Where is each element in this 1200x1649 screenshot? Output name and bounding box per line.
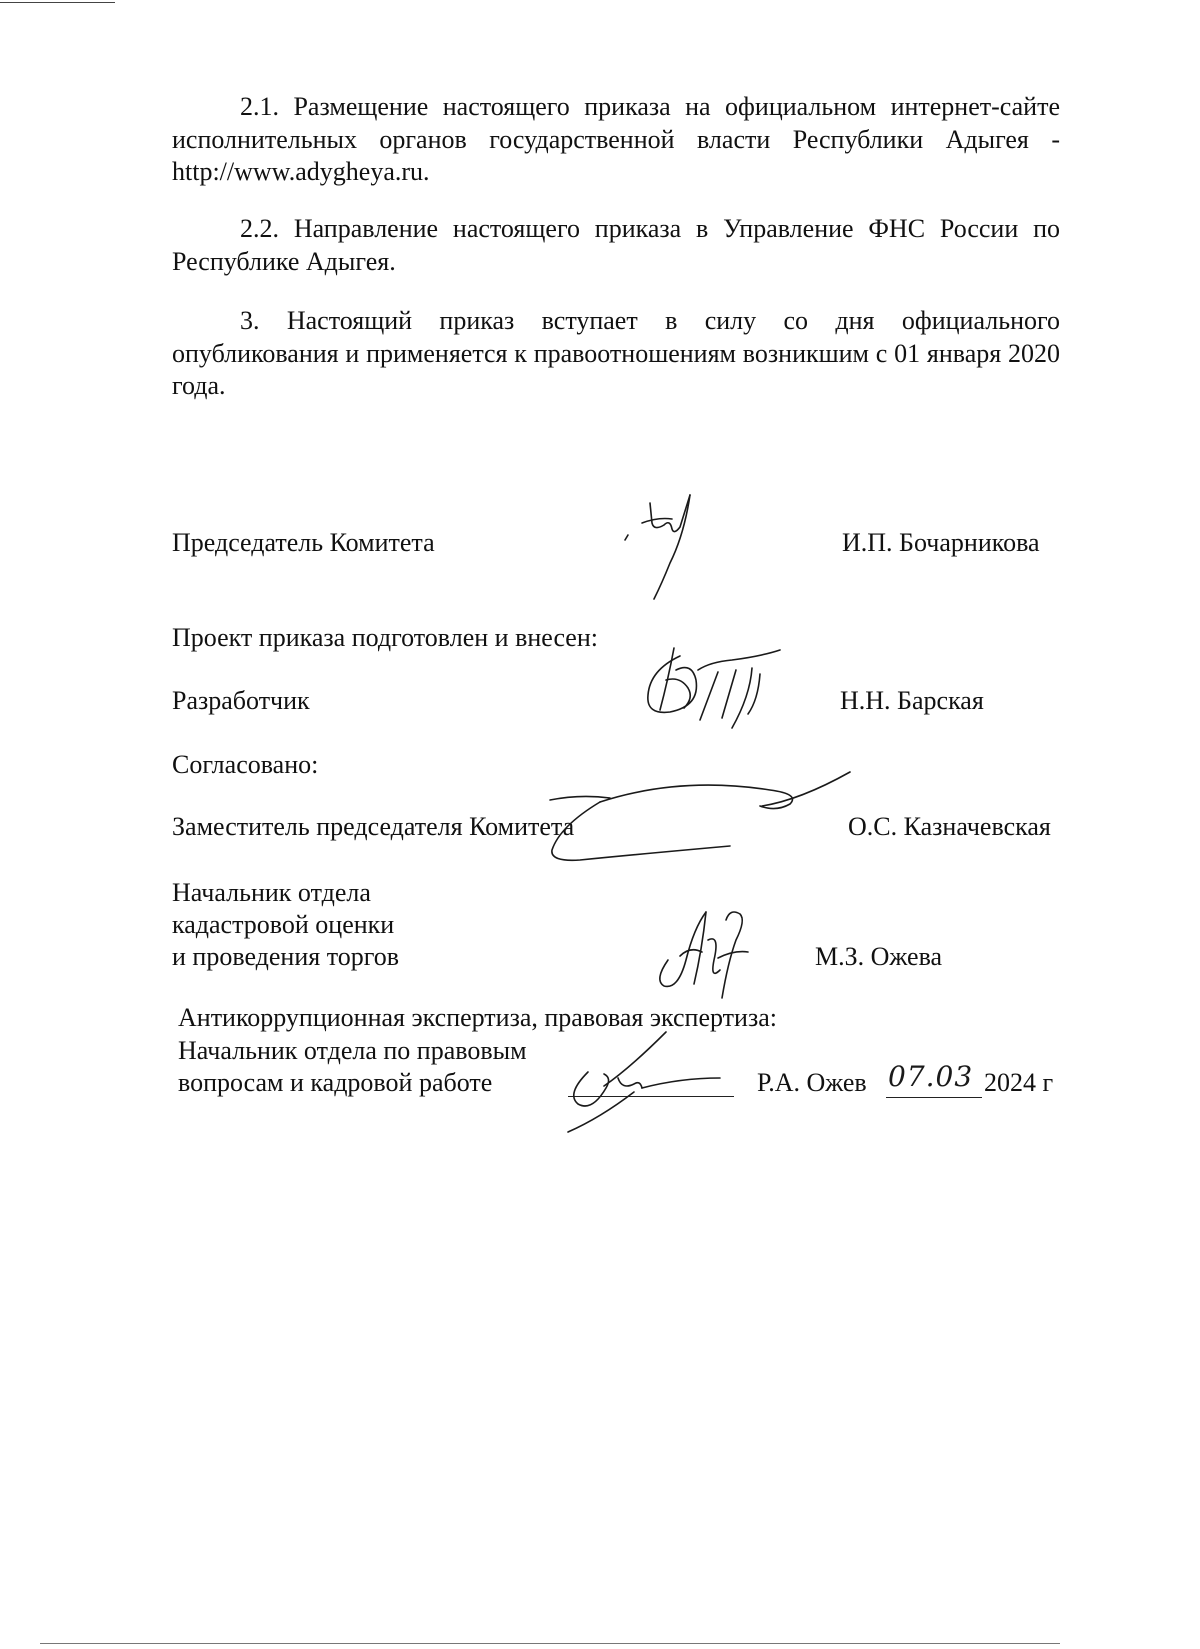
- agreed-label: Согласовано:: [172, 750, 319, 779]
- legal-head-name: Р.А. Ожев: [757, 1068, 867, 1097]
- developer-role: Разработчик: [172, 686, 310, 715]
- deputy-signature: [540, 770, 860, 880]
- deputy-name: О.С. Казначевская: [848, 812, 1051, 841]
- paragraph-2-1: 2.1. Размещение настоящего приказа на официальном интернет-сайте исполнительных органов государственной власти Республики Адыгея - http://www.adygheya.ru.: [172, 92, 1060, 186]
- paragraph-3: 3. Настоящий приказ вступает в силу со дня официального опубликования и применяется к правоотношениям возникшим с 01 января 2020 года.: [172, 306, 1060, 400]
- scan-edge-line-bottom: [40, 1643, 1060, 1644]
- prepared-label: Проект приказа подготовлен и внесен:: [172, 623, 598, 652]
- cadastral-head-name: М.З. Ожева: [815, 942, 943, 971]
- cadastral-head-role-line-2: кадастровой оценки: [172, 910, 395, 939]
- cadastral-head-role-line-1: Начальник отдела: [172, 878, 371, 907]
- deputy-role: Заместитель председателя Комитета: [172, 812, 575, 841]
- chairman-signature: [620, 495, 720, 605]
- cadastral-head-role-line-3: и проведения торгов: [172, 942, 400, 971]
- chairman-role: Председатель Комитета: [172, 528, 435, 557]
- legal-head-signature: [560, 1020, 740, 1135]
- scan-edge-line-top: [0, 2, 115, 3]
- developer-name: Н.Н. Барская: [840, 686, 984, 715]
- date-underline: [886, 1097, 982, 1098]
- legal-head-year: 2024 г: [984, 1068, 1054, 1097]
- legal-head-date-handwritten: 07.03: [888, 1060, 974, 1093]
- legal-head-role-line-1: Начальник отдела по правовым: [178, 1036, 527, 1065]
- chairman-name: И.П. Бочарникова: [842, 528, 1040, 557]
- developer-signature: [640, 640, 790, 730]
- expertise-label: Антикоррупционная экспертиза, правовая экспертиза:: [178, 1003, 777, 1032]
- legal-head-role-line-2: вопросам и кадровой работе: [178, 1068, 493, 1097]
- cadastral-head-signature: [650, 900, 760, 1005]
- paragraph-2-2: 2.2. Направление настоящего приказа в Управление ФНС России по Республике Адыгея.: [172, 214, 1060, 276]
